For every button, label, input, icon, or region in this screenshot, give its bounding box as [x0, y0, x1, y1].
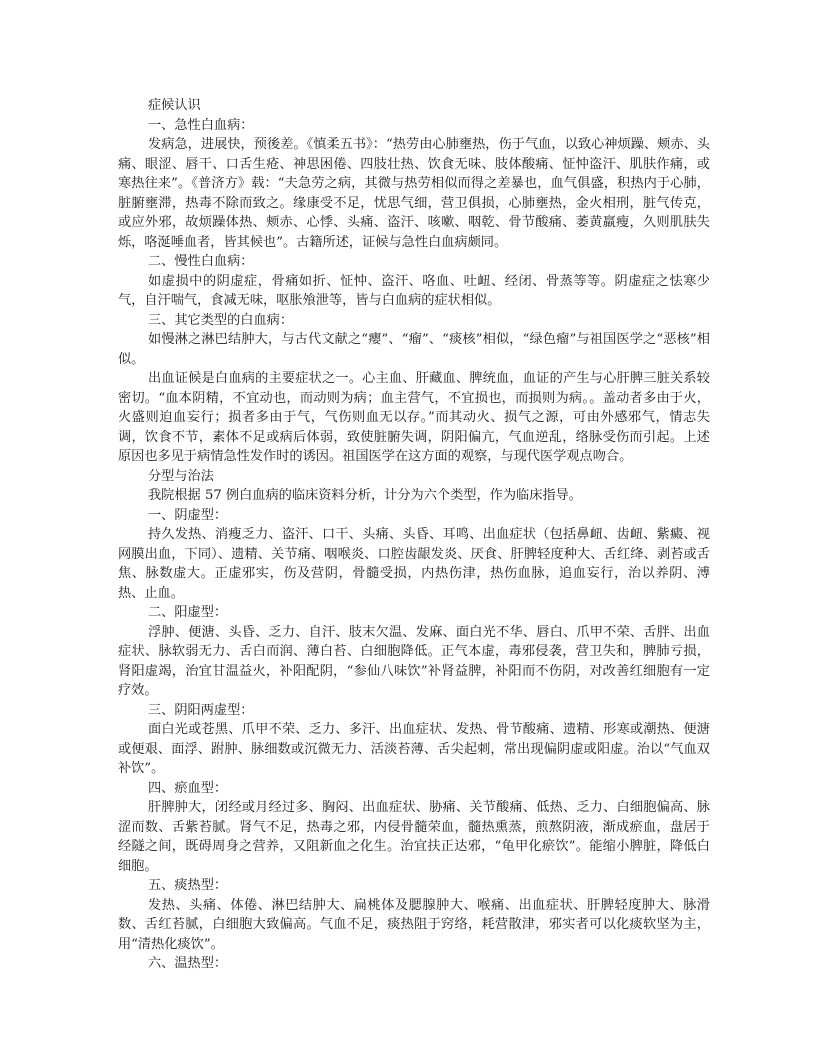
section-heading: 症候认识	[148, 98, 201, 113]
body-paragraph: 发热、头痛、体倦、淋巴结肿大、扁桃体及腮腺肿大、喉痛、出血症状、肝脾轻度肿大、脉滑数、舌红苔腻，白细胞大致偏高。气血不足，痰热阻于窍络，耗营散津，邪实者可以化痰软坚为主，用“清热化痰饮”。	[118, 897, 710, 952]
body-paragraph: 发病急，进展快，预後差。《慎柔五书》：“热劳由心肺壅热，伤于气血，以致心神烦躁、颊赤、头痛、眼涩、唇干、口舌生疮、神思困倦、四肢壮热、饮食无味、肢体酸痛、怔忡盗汗、肌肤作痛，或寒热往来”。《普济方》载：“夫急劳之病，其微与热劳相似而得之差暴也，血气俱盛，积热内于心肺，脏腑壅滞，热毒不除而致之。缘康受不足，忧思气细，营卫俱损，心肺壅热，金火相刑，脏气传克，或应外邪，故烦躁体热、颊赤、心悸、头痛、盗汗、咳嗽、咽乾、骨节酸痛、萎黄羸瘦，久则肌肤失烁，咯涎唾血者，皆其候也”。古籍所述，证候与急性白血病颇同。	[118, 137, 710, 250]
document-page	[118, 96, 710, 974]
section-heading: 一、急性白血病：	[148, 117, 254, 133]
body-paragraph: 如慢淋之淋巴结肿大，与古代文献之“瘿”、“瘤”、“痰核”相似，“绿色瘤”与祖国医学之“恶核”相似。	[118, 332, 710, 367]
section-heading: 二、阳虚型：	[148, 605, 228, 620]
body-paragraph: 如虚损中的阴虚症，骨痛如折、怔忡、盗汗、咯血、吐衄、经闭、骨蒸等等。阴虚症之怯寒少气，自汗喘气，食减无味，呕胀飧泄等，皆与白血病的症状相似。	[118, 273, 710, 308]
section-heading: 四、瘀血型：	[148, 780, 228, 796]
body-paragraph: 面白光或苍黑、爪甲不荣、乏力、多汗、出血症状、发热、骨节酸痛、遗精、形寒或潮热、便溏或便艰、面浮、跗肿、脉细数或沉微无力、活淡苔薄、舌尖起刺，常出现偏阴虚或阳虚。治以“气血双补饮”。	[118, 722, 710, 776]
section-heading: 分型与治法	[148, 468, 214, 484]
section-heading: 六、温热型：	[148, 956, 228, 971]
body-paragraph: 肝脾肿大，闭经或月经过多、胸闷、出血症状、胁痛、关节酸痛、低热、乏力、白细胞偏高、脉涩而数、舌紫苔腻。肾气不足，热毒之邪，内侵骨髓荣血，髓热熏蒸，煎熬阴液，渐成瘀血，盘居于经隧之间，既碍周身之营养，又阻新血之化生。治宜扶正达邪，“龟甲化瘀饮”。能缩小脾脏，降低白细胞。	[118, 800, 710, 874]
section-heading: 三、其它类型的白血病：	[148, 312, 294, 328]
section-heading: 五、痰热型：	[148, 878, 228, 893]
body-paragraph: 持久发热、消瘦乏力、盗汗、口干、头痛、头昏、耳鸣、出血症状（包括鼻衄、齿衄、紫癜、视网膜出血，下同）、遗精、关节痛、咽喉炎、口腔齿龈发炎、厌食、肝脾轻度种大、舌红绛、剥苔或舌焦、脉数虚大。正虚邪实，伤及营阴，骨髓受损，内热伤津，热伤血脉，追血妄行，治以养阴、溥热、止血。	[118, 527, 710, 601]
section-heading: 三、阴阳两虚型：	[148, 702, 254, 718]
body-paragraph: 出血证候是白血病的主要症状之一。心主血、肝藏血、脾统血，血证的产生与心肝脾三脏关系较密切。“血本阴精，不宜动也，而动则为病；血主营气，不宜损也，而损则为病。。盖动者多由于火，火盛则迫血妄行；损者多由于气，气伤则血无以存。”而其动火、损气之源，可由外感邪气，情志失调，饮食不节，素体不足或病后体弱，致使脏腑失调，阴阳偏亢，气血逆乱，络脉受伤而引起。上述原因也多见于病情急性发作时的诱因。祖国医学在这方面的观察，与现代医学观点吻合。	[118, 371, 710, 464]
body-paragraph: 浮肿、便溏、头昏、乏力、自汗、肢末欠温、发麻、面白光不华、唇白、爪甲不荣、舌胖、出血症状、脉软弱无力、舌白而润、薄白苔、白细胞降低。正气本虚，毒邪侵袭，营卫失和，脾肺亏损，肾阳虚竭，治宜甘温益火，补阳配阴，“参仙八味饮”补肾益脾，补阳而不伤阴，对改善红细胞有一定疗效。	[118, 624, 710, 698]
section-heading: 一、阴虚型：	[148, 507, 228, 523]
body-paragraph: 我院根据 57 例白血病的临床资料分析，计分为六个类型，作为临床指导。	[148, 488, 582, 503]
section-heading: 二、慢性白血病：	[148, 254, 254, 269]
